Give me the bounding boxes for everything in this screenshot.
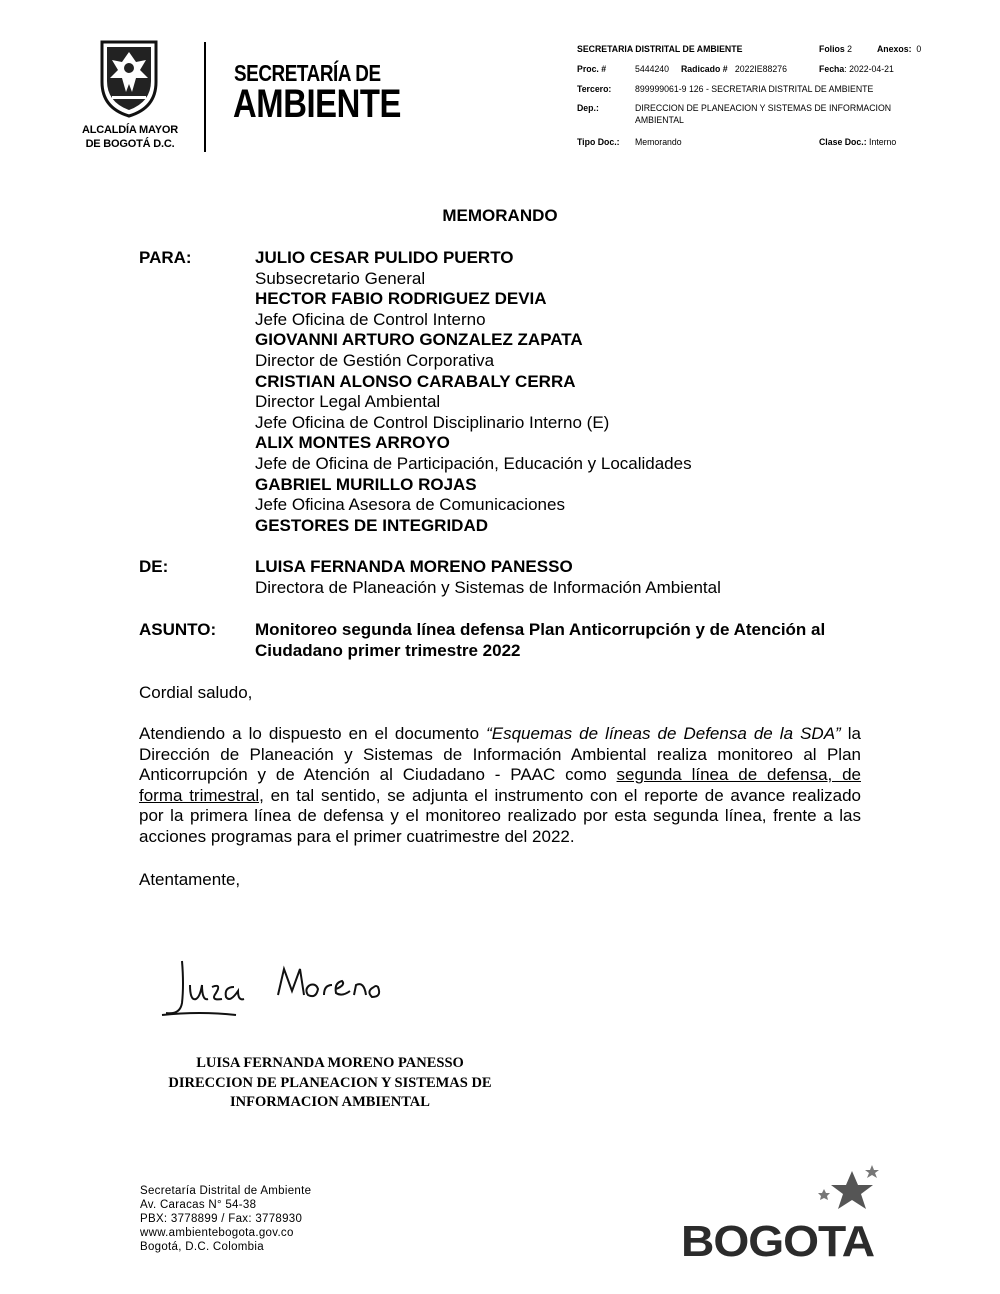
meta-entity [577, 44, 742, 56]
footer-line4: www.ambientebogota.gov.co [140, 1227, 294, 1239]
recipient-name: GIOVANNI ARTURO GONZALEZ ZAPATA [255, 330, 583, 350]
asunto-label: ASUNTO: [139, 620, 217, 639]
meta-tercero-label-text: Tercero: [577, 84, 612, 95]
meta-dep-value [635, 103, 891, 127]
meta-radicado [681, 64, 787, 76]
recipient-title: Jefe de Oficina de Participación, Educación y Localidades [255, 453, 692, 473]
body-l4-b: en tal sentido, se adjunta el instrumento con el reporte de avance realizado [263, 785, 861, 805]
body-l4-underlined: forma trimestral, [139, 785, 264, 805]
de-label: DE: [139, 557, 169, 576]
para-label: PARA: [139, 248, 192, 267]
recipient-title: Jefe Oficina de Control Interno [255, 309, 486, 329]
body-l1-italic: “Esquemas de líneas de Defensa de la SDA” [486, 724, 841, 743]
meta-entity-text: SECRETARIA DISTRITAL DE AMBIENTE [577, 44, 743, 55]
coat-of-arms-icon [98, 38, 160, 118]
meta-tipo-label [577, 137, 620, 149]
body-line-6: acciones programas para el primer cuatrimestre del 2022. [139, 826, 575, 846]
recipient-name: GESTORES DE INTEGRIDAD [255, 515, 488, 535]
meta-tercero-label [577, 84, 611, 96]
meta-folios-label: Folios [819, 44, 845, 55]
handwritten-signature [160, 955, 420, 1030]
recipient-title: Subsecretario General [255, 268, 426, 288]
body-line-5: por la primera línea de defensa y el monitoreo realizado por esta segunda línea, frente a las [139, 806, 861, 826]
recipient-list [255, 248, 692, 536]
recipient-title: Director Legal Ambiental [255, 392, 441, 412]
meta-dep-label-text: Dep.: [577, 103, 599, 114]
meta-proc-value: 5444240 [635, 64, 670, 75]
closing: Atentamente, [139, 870, 241, 889]
signer-office-line1: DIRECCION DE PLANEACION Y SISTEMAS DE [168, 1075, 492, 1091]
alcaldia-label [78, 123, 182, 151]
meta-dep-label [577, 103, 599, 115]
greeting: Cordial saludo, [139, 683, 253, 702]
footer-line3: PBX: 3778899 / Fax: 3778930 [140, 1213, 303, 1225]
header-divider [204, 42, 206, 152]
meta-tipo-value: Memorando [635, 137, 682, 148]
de-name: LUISA FERNANDA MORENO PANESSO [255, 557, 573, 576]
recipient-title: Jefe Oficina Asesora de Comunicaciones [255, 495, 565, 515]
meta-fecha-value: 2022-04-21 [849, 64, 894, 75]
recipient-name: GABRIEL MURILLO ROJAS [255, 474, 477, 494]
meta-proc-label [577, 64, 606, 76]
meta-folios [819, 44, 852, 56]
body-paragraph [139, 724, 861, 848]
recipient-name: ALIX MONTES ARROYO [255, 433, 450, 453]
recipient-name: JULIO CESAR PULIDO PUERTO [255, 248, 514, 267]
recipient-title: Director de Gestión Corporativa [255, 350, 495, 370]
de-title: Directora de Planeación y Sistemas de Información Ambiental [255, 578, 721, 597]
meta-anexos [877, 44, 921, 56]
body-line-4 [139, 786, 861, 807]
meta-proc-label-text: Proc. # [577, 64, 607, 75]
footer-line5: Bogotá, D.C. Colombia [140, 1241, 264, 1253]
meta-clase-label: Clase Doc.: [819, 137, 867, 148]
body-l1-a: Atendiendo a lo dispuesto en el documento [139, 724, 487, 743]
memo-title: MEMORANDO [442, 206, 558, 225]
meta-radicado-value: 2022IE88276 [734, 64, 787, 75]
meta-dep-value-line2: AMBIENTAL [635, 115, 684, 126]
footer-line2: Av. Caracas N° 54-38 [140, 1199, 257, 1211]
meta-tercero-value: 899999061-9 126 - SECRETARIA DISTRITAL DE AMBIENTE [635, 84, 874, 95]
body-l3-underlined: segunda línea de defensa, de [616, 765, 861, 785]
meta-radicado-label: Radicado # [681, 64, 728, 75]
meta-anexos-value: 0 [916, 44, 922, 55]
meta-clase [819, 137, 896, 149]
body-l3-a: Anticorrupción y de Atención al Ciudadano - PAAC como [139, 765, 617, 785]
body-line-3 [139, 765, 861, 786]
alcaldia-line2: DE BOGOTÁ D.C. [85, 138, 175, 150]
recipient-title: Jefe Oficina de Control Disciplinario Interno (E) [255, 412, 610, 432]
footer-line1: Secretaría Distrital de Ambiente [140, 1185, 312, 1197]
recipient-name: HECTOR FABIO RODRIGUEZ DEVIA [255, 289, 547, 309]
signer-name: LUISA FERNANDA MORENO PANESSO [196, 1055, 464, 1071]
recipient-name: CRISTIAN ALONSO CARABALY CERRA [255, 371, 576, 391]
signer-office-line2: INFORMACION AMBIENTAL [230, 1094, 430, 1110]
meta-fecha: Fecha: 2022-04-21 [819, 64, 894, 75]
meta-tipo-label-text: Tipo Doc.: [577, 137, 620, 148]
body-line-2: Dirección de Planeación y Sistemas de Información Ambiental realiza monitoreo al Plan [139, 744, 861, 764]
meta-dep-value-line1: DIRECCION DE PLANEACION Y SISTEMAS DE INFORMACION [635, 103, 892, 114]
meta-clase-value: Interno [869, 137, 897, 148]
meta-anexos-label: Anexos: [877, 44, 912, 55]
body-line-1 [139, 724, 861, 745]
body-l1-b: la [840, 724, 861, 743]
alcaldia-line1: ALCALDÍA MAYOR [82, 124, 178, 136]
meta-folios-value: 2 [847, 44, 853, 55]
secretaria-title-line2: AMBIENTE [233, 82, 402, 126]
bogota-logo-text: BOGOTA [681, 1217, 875, 1266]
secretaria-title-line1: SECRETARÍA DE [234, 60, 381, 86]
asunto-line1: Monitoreo segunda línea defensa Plan Anticorrupción y de Atención al [255, 620, 826, 639]
asunto-line2: Ciudadano primer trimestre 2022 [255, 641, 521, 660]
meta-fecha-label: Fecha [819, 64, 845, 75]
